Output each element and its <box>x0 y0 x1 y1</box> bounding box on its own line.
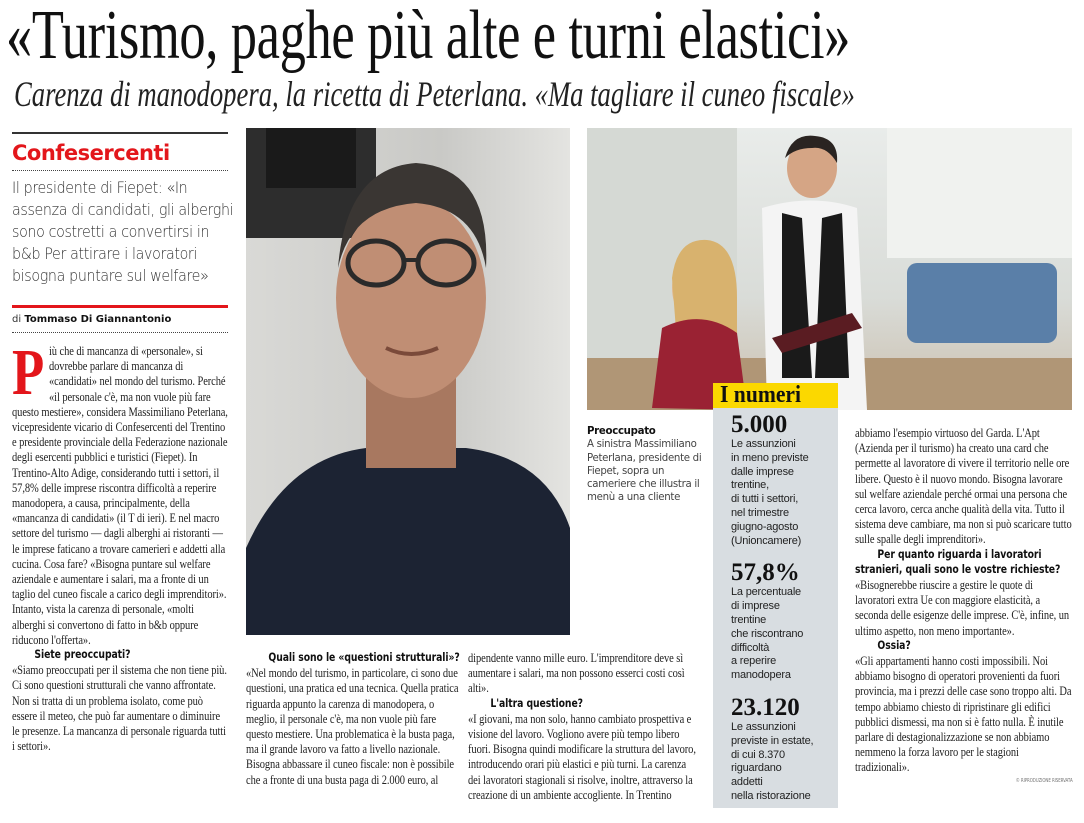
drop-cap: P <box>12 336 45 409</box>
byline-author: Tommaso Di Giannantonio <box>24 314 172 325</box>
stat-value: 57,8% <box>731 559 800 587</box>
subtitle: Carenza di manodopera, la ricetta di Peterlana. «Ma tagliare il cuneo fiscale» <box>14 74 855 114</box>
dotted-divider <box>12 332 228 333</box>
waiter-photo <box>587 128 1072 410</box>
paragraph-block <box>246 665 462 787</box>
dotted-divider <box>12 170 228 171</box>
paragraph-block <box>468 711 698 802</box>
article-column-2 <box>246 650 462 787</box>
stat-value: 23.120 <box>731 693 800 721</box>
caption-title: Preoccupato <box>587 426 656 437</box>
byline-prefix: di <box>12 314 22 325</box>
paragraph: dipendente vanno mille euro. L'imprenditore deve sì aumentare i salari, ma non possono esserci costi così alti». <box>468 650 685 696</box>
interview-question: Per quanto riguarda i lavoratori stranieri, quali sono le vostre richieste? <box>855 546 1061 576</box>
article-column-3 <box>468 650 698 802</box>
paragraph: «Gli appartamenti hanno costi impossibili. Noi abbiamo bisogno di operatori provenienti da fuori provincia, ma i prezzi delle case sono troppo alti. Da tempo abbiamo chiesto di ripristinare gli edifici pubblici dismessi, ma non si è fatto nulla. È inutile parlare di destagionalizzazione se non abbiamo nemmeno la forza lavoro per le stagioni tradizionali». <box>855 653 1072 775</box>
copyright: © RIPRODUZIONE RISERVATA <box>1015 777 1073 784</box>
portrait-photo <box>246 128 570 635</box>
summary: Il presidente di Fiepet: «In assenza di candidati, gli alberghi sono costretti a convertirsi in b&b Per attirare i lavoratori bisogna puntare sul welfare» <box>12 178 234 285</box>
paragraph: «Nel mondo del turismo, in particolare, ci sono due questioni, una pratica ed una tecnica. Quella pratica riguarda appunto la carenza di manodopera, o meglio, il personale c'è, ma non vuole più fare questo mestiere. Una problematica è la busta paga, ma il grande lavoro va fatto a livello nazionale. Bisogna abbassare il cuneo fiscale: non è possibile che a fronte di una busta paga di 2.000 euro, al <box>246 665 459 787</box>
numbers-title: I numeri <box>720 382 801 408</box>
interview-question: L'altra questione? <box>490 695 583 710</box>
left-column <box>12 132 234 754</box>
caption-text: A sinistra Massimiliano Peterlana, presidente di Fiepet, sopra un cameriere che illustra il menù a una cliente <box>587 439 702 504</box>
stat-value: 5.000 <box>731 411 788 438</box>
stat-description: Le assunzioni in meno previste dalle imprese trentine, di tutti i settori, nel trimestre giugno-agosto (Unioncamere) <box>731 438 809 547</box>
interview-question: Siete preoccupati? <box>34 647 131 662</box>
article-column-1 <box>12 336 230 754</box>
numbers-list <box>731 412 849 816</box>
paragraph-block <box>855 425 1073 547</box>
paragraph: «I giovani, ma non solo, hanno cambiato prospettiva e visione del lavoro. Vogliono avere più tempo libero fuori. Bisogna quindi modificare la struttura del lavoro, introducendo orari più elastici e più turni. La carenza dei lavoratori stagionali si risolve, inoltre, attraverso la creazione di un ambiente accogliente. In Trentino <box>468 710 696 802</box>
photo-caption <box>587 425 707 505</box>
red-rule <box>12 305 228 308</box>
paragraph-block <box>12 662 230 753</box>
byline <box>12 311 230 329</box>
interview-question: Quali sono le «questioni strutturali»? <box>268 650 460 664</box>
section-kicker: Confesercenti <box>12 141 170 165</box>
headline: «Turismo, paghe più alte e turni elastici» <box>6 0 851 74</box>
paragraph: «Bisognerebbe riuscire a gestire le quote di lavoratori extra Ue con maggiore elasticità, a seconda delle esigenze delle imprese. C'è, infine, un ultimo aspetto, non meno importante». <box>855 577 1070 638</box>
paragraph-block <box>468 650 698 696</box>
interview-question: Ossia? <box>877 637 911 652</box>
paragraph: iù che di mancanza di «personale», si dovrebbe parlare di mancanza di «candidati» nel mondo del turismo. Perché «il personale c'è, ma non vuole più fare questo mestiere», considera Massimiliano Peterlana, vicepresidente vicario di Confesercenti del Trentino e presidente provinciale della Federazione nazionale degli esercenti pubblici e turistici (Fiepet). In Trentino-Alto Adige, considerando tutti i settori, il 57,8% delle imprese riscontra difficoltà a reperire manodopera, a causa, principalmente, della «mancanza di candidati» (il T di ieri). E nel macro settore del turismo — dagli alberghi ai ristoranti — le imprese faticano a trovare camerieri e addetti alla cucina. Cosa fare? «Bisogna puntare sul welfare aziendale e aumentare i salari, ma a fronte di un taglio del cuneo fiscale a carico degli imprenditori». Intanto, vista la carenza di personale, «molti alberghi si convertono di fatto in b&b oppure riducono l'offerta». <box>12 343 228 647</box>
stat-description: La percentuale di imprese trentine che riscontrano difficoltà a reperire manodopera <box>731 586 804 682</box>
top-rule <box>12 132 228 134</box>
stat-description: Le assunzioni previste in estate, di cui 8.370 riguardano addetti nella ristorazione <box>731 720 814 802</box>
paragraph-block <box>855 577 1073 638</box>
paragraph: «Siamo preoccupati per il sistema che non tiene più. Ci sono questioni strutturali che vanno affrontate. Non si tratta di un problema isolato, come può essere il meteo, che può far aumentare o diminuire le presenze. La mancanza di personale riguarda tutti i settori». <box>12 662 227 754</box>
paragraph-block <box>855 653 1073 775</box>
paragraph: abbiamo l'esempio virtuoso del Garda. L'Apt (Azienda per il turismo) ha creato una card che permette al lavoratore di vivere il territorio nelle ore libere. Questo è il nuovo mondo. Bisogna lavorare sul welfare aziendale perché ormai una persona che cerca lavoro, cerca anche qualità della vita. Tutto il sistema deve cambiare, ma non si può scaricare tutto sulle spalle degli imprenditori». <box>855 425 1072 547</box>
article-column-4 <box>855 425 1073 785</box>
